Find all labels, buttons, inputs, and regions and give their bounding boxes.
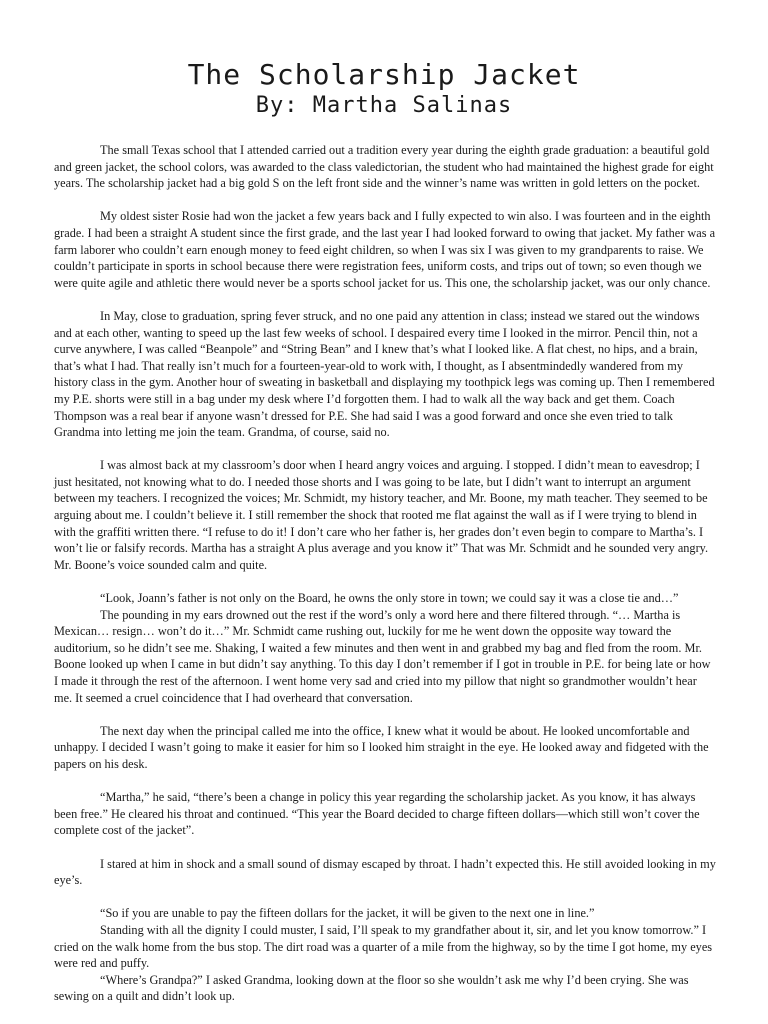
story-paragraph: The pounding in my ears drowned out the rest if the word’s only a word here and there filtered through. “… Martha is Mexican… resign… won’t do it…” Mr. Schmidt came rushing out, luckily for me he went down the opposite way toward the auditorium, so he didn’t see me. Shaking, I waited a few minutes and then went in and grabbed my bag and fled from the room. Mr. Boone looked up when I came in but didn’t say anything. To this day I don’t remember if I got in trouble in P.E. for being late or how I made it through the rest of the afternoon. I went home very sad and cried into my pillow that night so grandmother wouldn’t hear me. It seemed a cruel coincidence that I had overheard that conversation. [54,607,711,705]
story-paragraph: The small Texas school that I attended carried out a tradition every year during the eighth grade graduation: a beautiful gold and green jacket, the school colors, was awarded to the class valedictorian, the student who had maintained the highest grade for eight years. The scholarship jacket had a big gold S on the left front side and the winner’s name was written in gold letters on the pocket. [54,143,714,191]
story-paragraph: “So if you are unable to pay the fifteen dollars for the jacket, it will be given to the next one in line.” [100,906,595,921]
story-paragraph: My oldest sister Rosie had won the jacket a few years back and I fully expected to win also. I was fourteen and in the eighth grade. I had been a straight A student since the first grade, and the last year I had looked forward to owing that jacket. My father was a farm laborer who couldn’t earn enough money to feed eight children, so when I was six I was given to my grandparents to raise. We couldn’t participate in sports in school because there were registration fees, uniform costs, and trips out of town; so even though we were quite agile and athletic there would never be a sports school jacket for us. This one, the scholarship jacket, was our only chance. [54,209,716,290]
document-title: The Scholarship Jacket [187,58,581,91]
author-line: By: Martha Salinas [255,93,513,118]
story-paragraph: I stared at him in shock and a small sound of dismay escaped by throat. I hadn’t expected this. He still avoided looking in my eye’s. [54,856,716,888]
story-paragraph: Standing with all the dignity I could muster, I said, I’ll speak to my grandfather about it, sir, and let you know tomorrow.” I cried on the walk home from the bus stop. The dirt road was a quarter of a mile from the highway, so by the time I got home, my eyes were red and puffy. [54,922,713,971]
story-paragraph: “Where’s Grandpa?” I asked Grandma, looking down at the floor so she wouldn’t ask me why I’d been crying. She was sewing on a quilt and didn’t look up. [54,972,689,1004]
story-paragraph: In May, close to graduation, spring fever struck, and no one paid any attention in class; instead we stared out the windows and at each other, wanting to speed up the last few weeks of school. I despaired every time I looked in the mirror. Pencil thin, not a curve anywhere, I was called “Beanpole” and “String Bean” and I knew that’s what I looked like. A flat chest, no hips, and a brain, that’s what I had. That really isn’t much for a fourteen-year-old to work with, I thought, as I absentmindedly wandered from my history class in the gym. Another hour of sweating in basketball and displaying my toothpick legs was coming up. Then I remembered my P.E. shorts were still in a bag under my desk where I’d forgotten them. I had to walk all the way back and get them. Coach Thompson was a real bear if anyone wasn’t dressed for P.E. She had said I was a good forward and once she even tried to talk Grandma into letting me join the team. Grandma, of course, said no. [54,308,715,440]
story-paragraph: The next day when the principal called me into the office, I knew what it would be about. He looked uncomfortable and unhappy. I decided I wasn’t going to make it easier for him so I looked him straight in the eye. He looked away and fidgeted with the papers on his desk. [54,723,709,771]
story-body [54,142,716,1005]
story-paragraph: “Martha,” he said, “there’s been a change in policy this year regarding the scholarship jacket. As you know, it has always been free.” He cleared his throat and continued. “This year the Board decided to charge fifteen dollars—which still won’t cover the complete cost of the jacket”. [54,790,700,838]
story-paragraph: I was almost back at my classroom’s door when I heard angry voices and arguing. I stopped. I didn’t mean to eavesdrop; I just hesitated, not knowing what to do. I needed those shorts and I was going to be late, but I didn’t want to interrupt an argument between my teachers. I recognized the voices; Mr. Schmidt, my history teacher, and Mr. Boone, my math teacher. They seemed to be arguing about me. I couldn’t believe it. I still remember the shock that rooted me flat against the wall as if I were trying to blend in with the graffiti written there. “I refuse to do it! I don’t care who her father is, her grades don’t even begin to compare to Martha’s. I won’t lie or falsify records. Martha has a straight A plus average and you know it” That was Mr. Schmidt and he sounded very angry. Mr. Boone’s voice sounded calm and quite. [54,458,709,572]
story-paragraph: “Look, Joann’s father is not only on the Board, he owns the only store in town; we could say it was a close tie and…” [100,591,679,606]
